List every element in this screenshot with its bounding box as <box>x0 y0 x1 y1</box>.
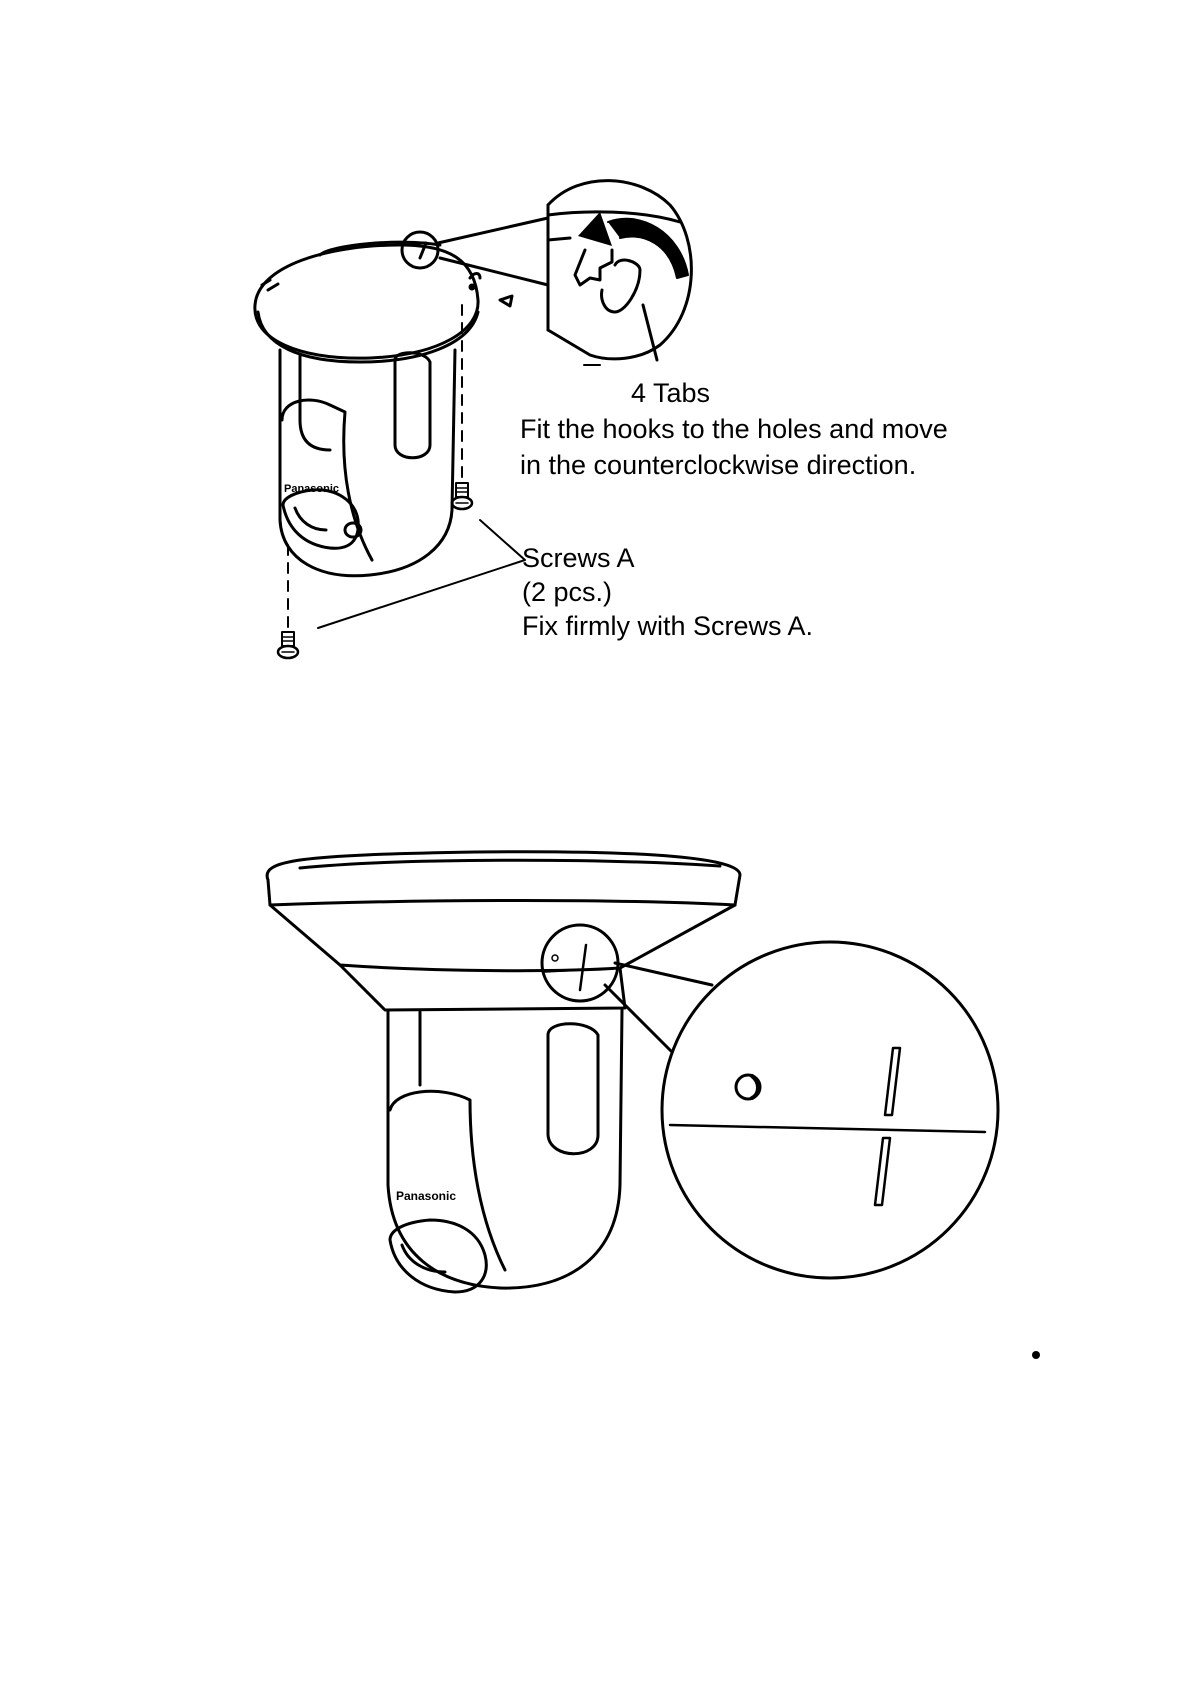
screw-icon <box>452 483 472 509</box>
camera-body-2 <box>388 1010 622 1288</box>
alignment-check-figure <box>267 852 998 1292</box>
tab-callout-small <box>402 232 438 268</box>
bullet-icon <box>1032 1351 1040 1359</box>
tab-detail-circle <box>548 181 691 359</box>
brand-logo: Panasonic <box>284 483 340 495</box>
screws-instruction: Fix firmly with Screws A. <box>522 611 814 641</box>
screws-label: Screws A <box>522 543 635 573</box>
arrow-counterclockwise-icon <box>608 219 688 278</box>
alignment-detail-circle <box>662 942 998 1278</box>
screws-count: (2 pcs.) <box>522 577 613 607</box>
instruction-line-2: in the counterclockwise direction. <box>520 450 917 480</box>
mount-base <box>255 245 478 358</box>
instruction-line-1: Fit the hooks to the holes and move <box>520 414 948 444</box>
screw-icon <box>278 632 298 658</box>
tabs-label: 4 Tabs <box>631 378 711 408</box>
brand-logo: Panasonic <box>396 1189 457 1203</box>
